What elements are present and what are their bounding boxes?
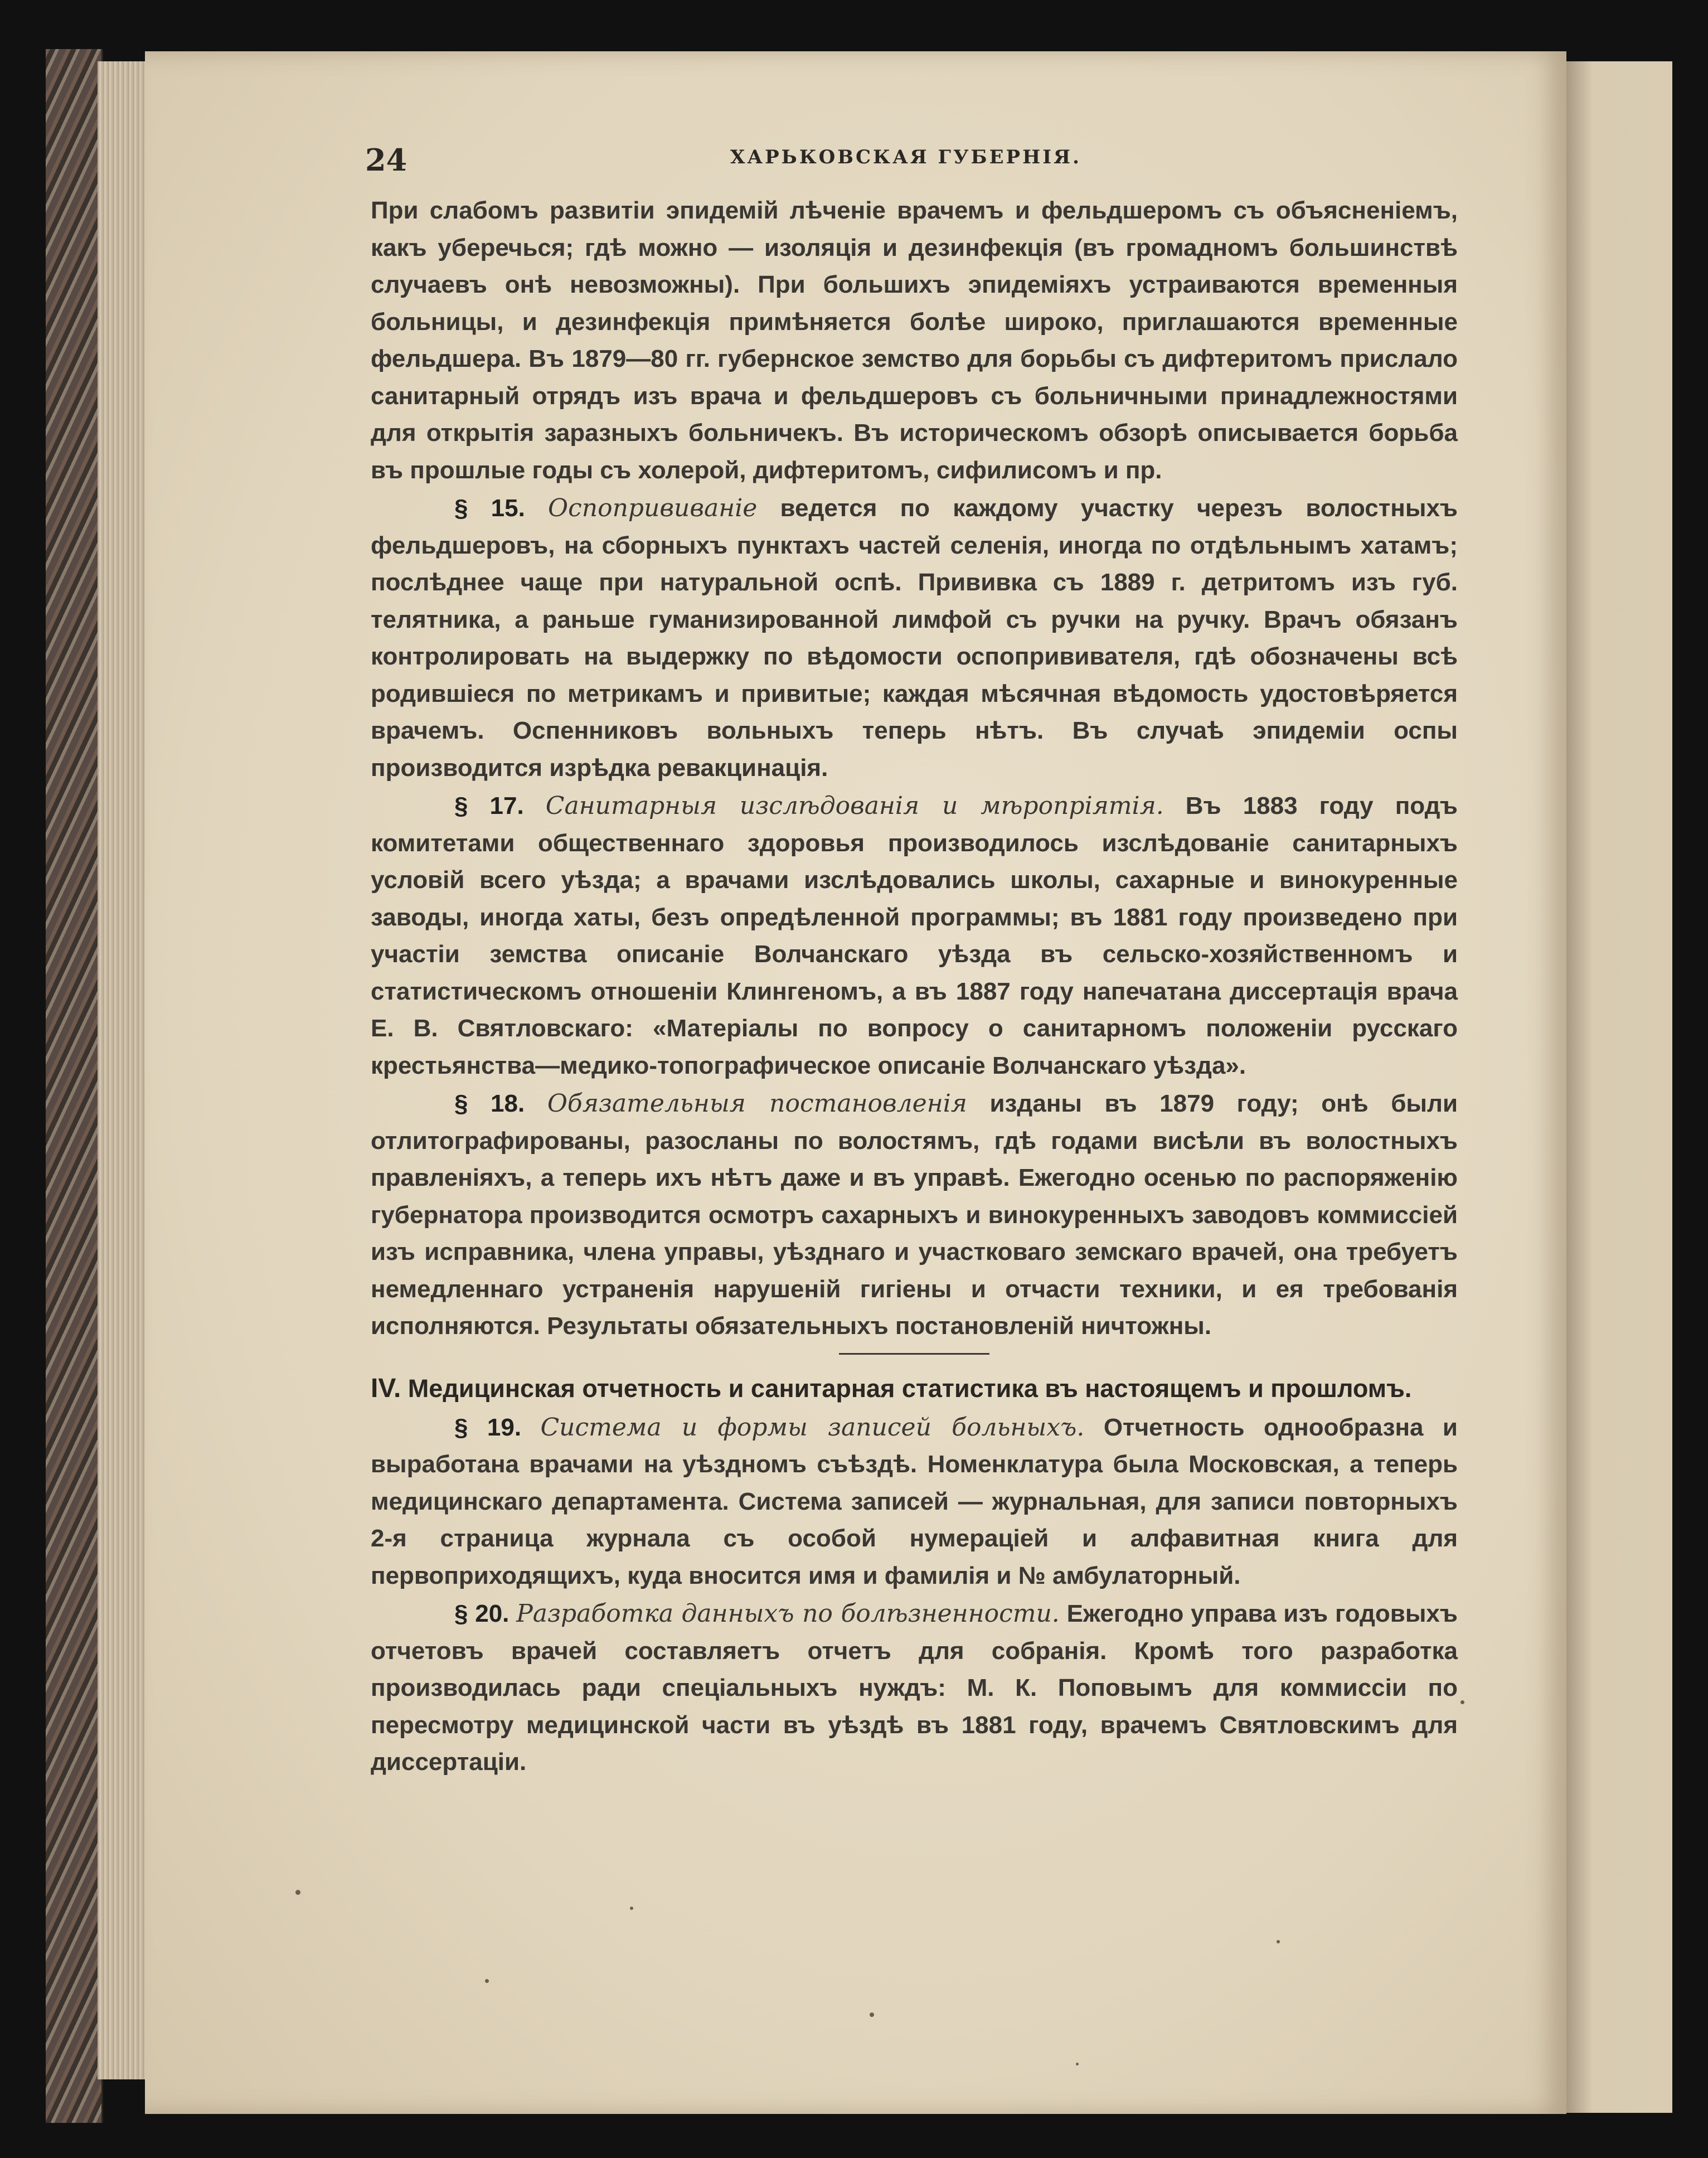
chapter-heading — [371, 1370, 1458, 1407]
section-title: Обязательныя постановленія — [547, 1089, 967, 1118]
paper-speck — [485, 1979, 489, 1983]
section-text: Отчетность однообразна и выработана врачами на уѣздномъ съѣздѣ. Номенклатура была Московская, а теперь медицинскаго департамента. Система записей — журнальная, для записи повторныхъ 2-я страница журнала съ особой нумераціей и алфавитная книга для первоприходящихъ, куда вносится имя и фамилія и № амбулаторный. — [371, 1413, 1458, 1589]
chapter-roman-numeral: IV. — [371, 1373, 401, 1403]
paper-speck — [1277, 1940, 1280, 1943]
section-title: Оспопрививаніе — [548, 494, 758, 522]
section-number: § 15. — [454, 494, 525, 522]
section-divider — [839, 1353, 989, 1355]
paper-speck — [295, 1890, 300, 1895]
section-text: изданы въ 1879 году; онѣ были отлитографированы, разосланы по волостямъ, гдѣ годами висѣли въ волостныхъ правленіяхъ, а теперь ихъ нѣтъ даже и въ управѣ. Ежегодно осенью по распоряженію губернатора производится осмотръ сахарныхъ и винокуренныхъ заводовъ коммиссіей изъ исправника, члена управы, уѣзднаго и участковаго земскаго врачей, она требуетъ немедленнаго устраненія нарушеній гигіены и отчасти техники, и ея требованія исполняются. Результаты обязательныхъ постановленій ничтожны. — [371, 1090, 1458, 1340]
paper-speck — [1076, 2063, 1079, 2065]
page-body — [371, 192, 1458, 1782]
section-number: § 17. — [454, 792, 524, 819]
section-number: § 18. — [454, 1090, 525, 1117]
paragraph-17 — [371, 788, 1458, 1084]
page-number: 24 — [365, 142, 407, 178]
marbled-book-edge — [46, 49, 103, 2123]
paragraph-19 — [371, 1409, 1458, 1595]
section-text: Ежегодно управа изъ годовыхъ отчетовъ врачей составляетъ отчетъ для собранія. Кромѣ того разработка производилась ради спеціальныхъ нуждъ: М. К. Поповымъ для коммиссіи по пересмотру медицинской части въ уѣздѣ въ 1881 году, врачемъ Святловскимъ для диссертаціи. — [371, 1600, 1458, 1776]
section-title: Система и формы записей больныхъ. — [540, 1413, 1085, 1442]
section-text: ведется по каждому участку черезъ волостныхъ фельдшеровъ, на сборныхъ пунктахъ частей селенія, иногда по отдѣльнымъ хатамъ; послѣднее чаще при натуральной оспѣ. Прививка съ 1889 г. детритомъ изъ губ. телятника, а раньше гуманизированной лимфой съ ручки на ручку. Врачъ обязанъ контролировать на выдержку по вѣдомости оспопрививателя, гдѣ обозначены всѣ родившіеся по метрикамъ и привитые; каждая мѣсячная вѣдомость удостовѣряется врачемъ. Оспенниковъ вольныхъ теперь нѣтъ. Въ случаѣ эпидеміи оспы производится изрѣдка ревакцинація. — [371, 494, 1458, 782]
section-text: Въ 1883 году подъ комитетами общественнаго здоровья производилось изслѣдованіе санитарныхъ условій всего уѣзда; а врачами изслѣдовались школы, сахарные и винокуренные заводы, иногда хаты, безъ опредѣленной программы; въ 1881 году произведено при участіи земства описаніе Волчанскаго уѣзда въ сельско-хозяйственномъ и статистическомъ отношеніи Клингеномъ, а въ 1887 году напечатана диссертація врача Е. В. Святловскаго: «Матеріалы по вопросу о санитарномъ положеніи русскаго крестьянства—медико-топографическое описаніе Волчанскаго уѣзда». — [371, 792, 1458, 1079]
running-head: ХАРЬКОВСКАЯ ГУБЕРНІЯ. — [730, 146, 1081, 168]
paragraph-20 — [371, 1596, 1458, 1781]
section-title: Разработка данныхъ по болѣзненности. — [516, 1599, 1060, 1628]
paper-speck — [1460, 1700, 1464, 1704]
paper-speck — [630, 1907, 633, 1910]
section-number: § 19. — [454, 1413, 522, 1441]
paper-speck — [870, 2012, 874, 2017]
paragraph-18 — [371, 1085, 1458, 1345]
section-title: Санитарныя изслѣдованія и мѣропріятія. — [545, 792, 1164, 820]
paragraph-epidemics: При слабомъ развитіи эпидемій лѣченіе врачемъ и фельдшеромъ съ объясненіемъ, какъ уберечься; гдѣ можно — изоляція и дезинфекція (въ громадномъ большинствѣ случаевъ онѣ невозможны). При большихъ эпидеміяхъ устраиваются временныя больницы, и дезинфекція примѣняется болѣе широко, приглашаются временные фельдшера. Въ 1879—80 гг. губернское земство для борьбы съ дифтеритомъ прислало санитарный отрядъ изъ врача и фельдшеровъ съ больничными принадлежностями для открытія заразныхъ больничекъ. Въ историческомъ обзорѣ описывается борьба въ прошлые годы съ холерой, дифтеритомъ, сифилисомъ и пр. — [371, 197, 1458, 484]
paragraph-15 — [371, 490, 1458, 787]
section-number: § 20. — [454, 1600, 510, 1627]
facing-page-edge — [1566, 61, 1672, 2113]
chapter-heading-text: Медицинская отчетность и санитарная статистика въ настоящемъ и прошломъ. — [407, 1374, 1412, 1403]
